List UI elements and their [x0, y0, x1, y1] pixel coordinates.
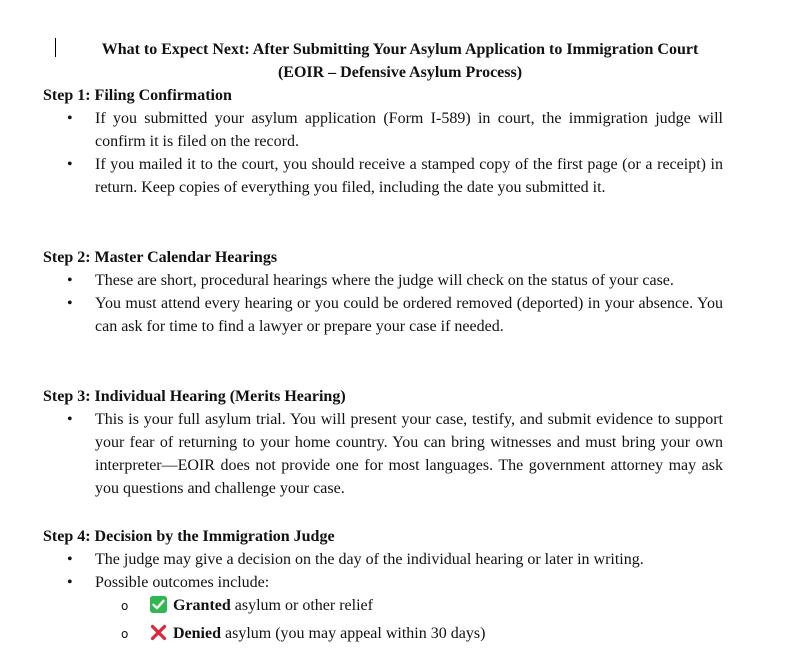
step-3-section	[43, 385, 733, 500]
step-4-bullets	[43, 548, 733, 594]
step-2-section	[43, 246, 733, 338]
step-3-heading: Step 3: Individual Hearing (Merits Hearing)	[43, 385, 733, 408]
list-item: • If you submitted your asylum application (Form I-589) in court, the immigration judge will confirm it is filed on the record.	[43, 107, 733, 153]
step-4-section	[43, 525, 733, 649]
step-1-heading: Step 1: Filing Confirmation	[43, 84, 733, 107]
outcome-granted-label: Granted	[173, 597, 231, 614]
outcome-granted-text: asylum or other relief	[231, 597, 373, 614]
outcome-denied-text: asylum (you may appeal within 30 days)	[221, 625, 485, 642]
cross-mark-icon	[150, 624, 167, 649]
title-line-2: (EOIR – Defensive Asylum Process)	[40, 61, 760, 84]
step-1-bullets	[43, 107, 733, 199]
list-item: • The judge may give a decision on the day of the individual hearing or later in writing.	[43, 548, 733, 571]
document-title	[40, 38, 760, 84]
list-item: • You must attend every hearing or you could be ordered removed (deported) in your absence. You can ask for time to find a lawyer or prepare your case if needed.	[43, 292, 733, 338]
step-4-heading: Step 4: Decision by the Immigration Judge	[43, 525, 733, 548]
step-2-heading: Step 2: Master Calendar Hearings	[43, 246, 733, 269]
list-item: • These are short, procedural hearings where the judge will check on the status of your case.	[43, 269, 733, 292]
list-item: • Possible outcomes include:	[43, 571, 733, 594]
step-3-bullets	[43, 408, 733, 500]
outcome-denied-label: Denied	[173, 625, 221, 642]
step-2-bullets	[43, 269, 733, 338]
outcome-denied	[43, 622, 733, 649]
list-item: • This is your full asylum trial. You will present your case, testify, and submit evidence to support your fear of returning to your home country. You can bring witnesses and must bring your own interpreter—EOIR does not provide one for most languages. The government attorney may ask you questions and challenge your case.	[43, 408, 733, 500]
check-mark-icon	[150, 596, 167, 622]
step-1-section	[43, 84, 733, 199]
list-item: • If you mailed it to the court, you should receive a stamped copy of the first page (or a receipt) in return. Keep copies of everything you filed, including the date you submitted it.	[43, 153, 733, 199]
title-line-1: What to Expect Next: After Submitting Your Asylum Application to Immigration Court	[40, 38, 760, 61]
outcomes-list	[43, 594, 733, 649]
outcome-granted	[43, 594, 733, 622]
